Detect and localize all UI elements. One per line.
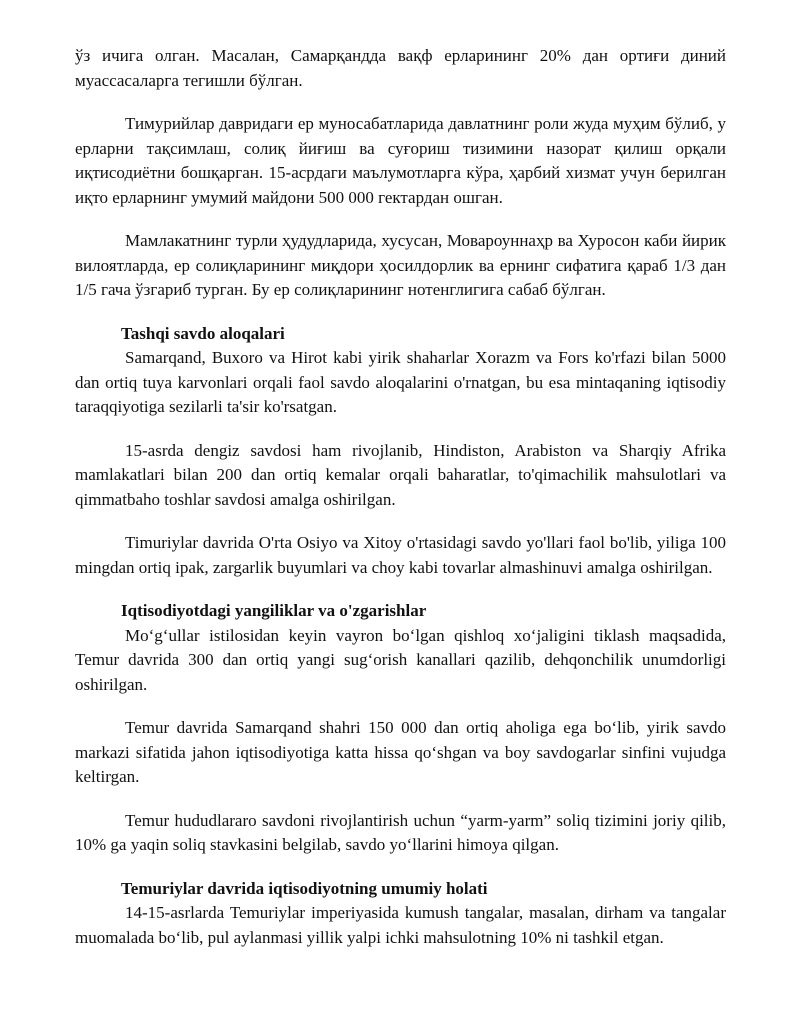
paragraph-s2-2: Temur davrida Samarqand shahri 150 000 dan ortiq aholiga ega bo‘lib, yirik savdo markazi sifatida jahon iqtisodiyotiga katta hissa qo‘shgan va boy savdogarlar sinfini vujudga keltirgan. bbox=[75, 718, 726, 786]
document-page bbox=[75, 44, 726, 950]
section-heading-tashqi-savdo: Tashqi savdo aloqalari bbox=[121, 323, 285, 343]
paragraph-intro-1: ўз ичига олган. Масалан, Самарқандда вақф ерларининг 20% дан ортиғи диний муассасаларга тегишли бўлган. bbox=[75, 46, 726, 90]
paragraph-s1-3: Timuriylar davrida O'rta Osiyo va Xitoy o'rtasidagi savdo yo'llari faol bo'lib, yiliga 100 mingdan ortiq ipak, zargarlik buyumlari va choy kabi tovarlar almashinuvi amalga oshirilgan. bbox=[75, 533, 726, 577]
paragraph-intro-3: Мамлакатнинг турли ҳудудларида, хусусан, Мовароуннаҳр ва Хуросон каби йирик вилоятларда, ер солиқларининг миқдори ҳосилдорлик ва ернинг сифатига қараб 1/3 дан 1/5 гача ўзгариб турган. Бу ер солиқларининг нотенглигига сабаб бўлган. bbox=[75, 231, 726, 299]
paragraph-s2-1: Mo‘g‘ullar istilosidan keyin vayron bo‘lgan qishloq xo‘jaligini tiklash maqsadida, Temur davrida 300 dan ortiq yangi sug‘orish kanallari qazilib, dehqonchilik unumdorligi oshirilgan. bbox=[75, 625, 726, 694]
section-heading-umumiy-holat: Temuriylar davrida iqtisodiyotning umumiy holati bbox=[121, 878, 488, 898]
paragraph-s2-3: Temur hududlararo savdoni rivojlantirish uchun “yarm-yarm” soliq tizimini joriy qilib, 10% ga yaqin soliq stavkasini belgilab, savdo yo‘llarini himoya qilgan. bbox=[75, 810, 726, 854]
paragraph-s1-2: 15-asrda dengiz savdosi ham rivojlanib, Hindiston, Arabiston va Sharqiy Afrika mamlakatlari bilan 200 dan ortiq kemalar orqali baharatlar, to'qimachilik mahsulotlari va qimmatbaho toshlar savdosi amalga oshirilgan. bbox=[75, 440, 726, 509]
section-heading-yangiliklar: Iqtisodiyotdagi yangiliklar va o'zgarishlar bbox=[121, 601, 427, 620]
paragraph-intro-2: Тимурийлар давридаги ер муносабатларида давлатнинг роли жуда муҳим бўлиб, у ерларни тақсимлаш, солиқ йиғиш ва суғориш тизимини назорат қилиш орқали иқтисодиётни бошқарган. 15-асрдаги маълумотларга кўра, ҳарбий хизмат учун берилган иқто ерларнинг умумий майдони 500 000 гектардан ошган. bbox=[75, 114, 726, 207]
paragraph-s3-1: 14-15-asrlarda Temuriylar imperiyasida kumush tangalar, masalan, dirham va tangalar muomalada bo‘lib, pul aylanmasi yillik yalpi ichki mahsulotning 10% ni tashkil etgan. bbox=[75, 903, 726, 947]
paragraph-s1-1: Samarqand, Buxoro va Hirot kabi yirik shaharlar Xorazm va Fors ko'rfazi bilan 5000 dan ortiq tuya karvonlari orqali faol savdo aloqalarini o'rnatgan, bu esa mintaqaning iqtisodiy taraqqiyotiga sezilarli ta'sir ko'rsatgan. bbox=[75, 348, 726, 416]
